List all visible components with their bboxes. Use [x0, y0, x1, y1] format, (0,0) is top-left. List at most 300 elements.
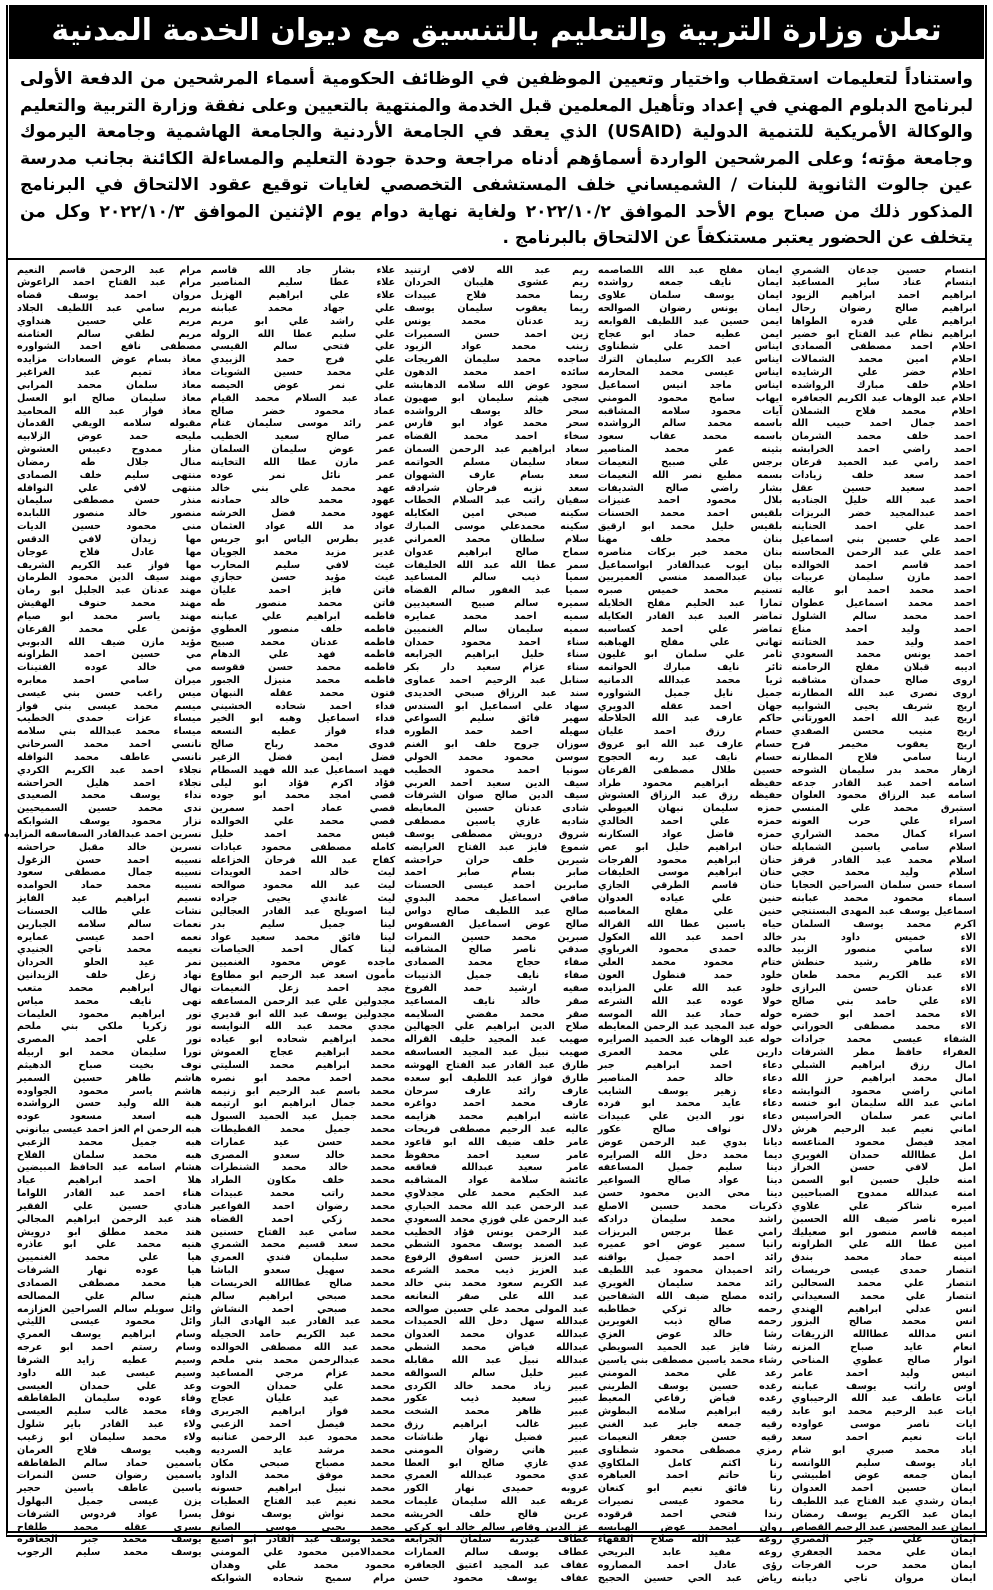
name-row: ايمان عبد المحسن عبد الرحيم القصاص — [791, 1521, 976, 1533]
name-row: سميا ذيب سالم المساعيد — [404, 572, 589, 584]
name-row: عبد الصمد يوسف محمود الشطي — [404, 1239, 589, 1251]
name-row: سميره سالم صبيح السعيديين — [404, 598, 589, 610]
name-row: اسماعيل يوسف عبد المهدى البستنجي — [791, 905, 976, 917]
name-row: نور ابراهيم محمود العليمات — [17, 1008, 202, 1020]
name-row: ابراهيم صالح رضوان رحال — [791, 302, 976, 314]
name-row: اروى صالح حمدان مشاقبه — [791, 675, 976, 686]
name-row: غدير مزيد محمد الجويان — [210, 546, 396, 558]
name-row: عبير ظاهر محمد الشخت — [404, 1406, 589, 1418]
name-row: عماد محمود خضر صالح — [210, 405, 396, 417]
name-row: سمر عطا الله عبد الله الخليفات — [404, 559, 589, 571]
name-row: فاطمه ابراهيم علي عبابنه — [210, 610, 396, 622]
name-row: اماني عبد الله سليمان ابو خنسه — [791, 1098, 976, 1110]
name-row: ايهاب سامح محمود المومني — [597, 392, 783, 404]
name-row: ذكريات محمد حسين الاصلع — [597, 1200, 783, 1212]
name-row: علي سليم عطا الله الروله — [210, 328, 396, 340]
name-row: حفيظه ابراهيم محمود طراد — [597, 777, 783, 789]
name-row: عبد المولى محمد علي حسين صوالحه — [404, 1303, 589, 1315]
name-row: نهى نايف محمد مياس — [17, 995, 202, 1007]
name-row: هنادي حسين علي الفقير — [17, 1200, 202, 1212]
names-columns — [3, 260, 985, 1590]
name-row: اديبه قبلان مفلح الرحامنه — [791, 662, 976, 674]
name-row: اريج منيب محسن الصفدي — [791, 726, 976, 738]
name-row: زين احمد حسن السميرات — [404, 328, 589, 340]
name-row: اميمه قاسم منصور ابو صعيليك — [791, 1226, 976, 1238]
name-row: اسلام وليد محمد حجي — [791, 867, 976, 879]
name-row: اسراء علي حرب العونه — [791, 816, 976, 828]
name-row: رشا خالد عوض العزي — [597, 1329, 783, 1341]
name-row: صقر محمد مفضي السلايمه — [404, 1008, 589, 1020]
name-row: سعد بسام عارف الشهوان — [404, 469, 589, 481]
name-row: احمد علي احمد الحناينه — [791, 521, 976, 533]
name-row: صفاء نايف جميل الذنيبات — [404, 970, 589, 982]
name-row: الاء عدنان حسن البرازى — [791, 982, 976, 994]
name-row: سناء خليل ابراهيم الجرابعه — [404, 649, 589, 661]
name-row: ليث عبد الله محمود صوالحه — [210, 880, 396, 892]
name-row: نورا سليمان محمد ابو اربيله — [17, 1047, 202, 1059]
name-row: ليث غاندي يحيى جراده — [210, 893, 396, 905]
name-row: هبه جميل محمد الزعبي — [17, 1136, 202, 1148]
name-row: دعاء عايد محمد ابو فرده — [597, 1098, 783, 1110]
name-row: هاشم طاهر حسين السمير — [17, 1072, 202, 1084]
name-row: اكرم محمد يوسف السلمان — [791, 918, 976, 930]
name-row: اسماء حسن سلمان السراحين الحجايا — [791, 880, 976, 892]
name-row: محمد زكي احمد القضاه — [210, 1213, 396, 1225]
name-row: قيس محمد احمد خليل — [210, 828, 396, 840]
name-row: شيرين خلف حران حراحشه — [404, 854, 589, 866]
name-row: محمد عبدالرحمن محمد بني ملحم — [210, 1354, 396, 1366]
name-row: ريم عشوى هليبان الحردان — [404, 277, 589, 289]
name-row: مقبوله سلامه الويفي القدمان — [17, 418, 202, 430]
name-row: هاشم ياسر محمود الجواوده — [17, 1085, 202, 1097]
name-row: قصي محمد علي الخوالده — [210, 816, 396, 828]
name-row: منتهى سليم خلف الصمادى — [17, 469, 202, 481]
name-row: بسمه مطيع نصر الله النعيمات — [597, 469, 783, 481]
intro-paragraph: واستناداً لتعليمات استقطاب واختيار وتعيين الموظفين في الوظائف الحكومية أسماء المرشحين من الدفعة الأولى لبرنامج الدبلوم المهني في إعداد وتأهيل المعلمين قبل الخدمة والمنتهية بالتعيين وعلى نفقة وزارة التربية والتعليم والوكالة الأمريكية للتنمية الدولية (USAID) الذي يعقد في الجامعة الأردنية والجامعة الهاشمية وجامعة اليرموك وجامعة مؤته؛ وعلى المرشحين الواردة أسماؤهم أدناه مراجعة وحدة جودة التعليم والمساءلة الكائنة بجانب مدرسة عين جالوت الثانوية للبنات / الشميساني خلف المستشفى التخصصي لغايات توقيع عقود الالتحاق في البرنامج المذكور ذلك من صباح يوم الأحد الموافق ٢٠٢٢/١٠/٢ ولغاية نهاية دوام يوم الإثنين الموافق ٢٠٢٢/١٠/٣ وكل من يتخلف عن الحضور يعتبر مستنكفاً عن الالتحاق بالبرنامج . — [20, 69, 974, 248]
name-row: محمد نواش يوسف نوفل — [210, 1508, 396, 1520]
name-row: عز الدين وقاص سالم خالد ابو كركي — [404, 1521, 589, 1533]
name-row: هبة الله وليد حسن الرواشده — [17, 1098, 202, 1110]
name-row: وائل سويلم سالم السراحين العزازمه — [17, 1303, 202, 1315]
name-row: صهيب نبيل عبد المجيد العساسفه — [404, 1047, 589, 1059]
name-row: انوار صالح عطوي المناحي — [791, 1354, 976, 1366]
name-row: شادى عدنان حسين المعايطه — [404, 803, 589, 815]
name-row: عبير فضيل نهار طناشات — [404, 1431, 589, 1443]
name-row: محمود محمد علي وهدان — [210, 1560, 396, 1572]
name-row: عماد عبد السلام محمد القيام — [210, 392, 396, 404]
name-row: اسلام سامي ياسين الشمايله — [791, 841, 976, 853]
name-row: حنان ابراهيم موسى الخليفات — [597, 867, 783, 879]
name-row: علي جهاد محمد عبابنه — [210, 302, 396, 314]
name-row: فاطمه خلف منصور العطوي — [210, 623, 396, 635]
name-row: وسيم عطيه زايد الشرفا — [17, 1354, 202, 1366]
name-row: رقيه حسن جعفر النعيمات — [597, 1431, 783, 1443]
name-row: نانسي عاطف محمد النوافله — [17, 751, 202, 763]
name-row: انتصار علي محمد السحالين — [791, 1277, 976, 1289]
name-row: نهال ابراهيم محمد متعب — [17, 982, 202, 994]
name-row: صفاء حجاج محمد الصمادى — [404, 957, 589, 969]
name-row: يسرى عقله محمد طلفاح — [17, 1521, 202, 1533]
name-row: رشاء محمد ياسين مصطفى بني ياسين — [597, 1354, 783, 1366]
name-row: انس محمد صالح البزور — [791, 1316, 976, 1328]
name-row: رانيا سمير عوض اخو عميره — [597, 1239, 783, 1251]
name-row: بنان محمد خلف مهنا — [597, 533, 783, 545]
name-row: عبد الله على صقر النعانعه — [404, 1290, 589, 1302]
name-row: عرين فالح خلف الخريشه — [404, 1508, 589, 1520]
name-row: نسرين احمد عبدالقادر السفاسفه المزايده — [3, 828, 202, 840]
name-row: يزن عيسى جميل البهلول — [17, 1496, 202, 1507]
name-row: ديانا بدوي عبد الرحمن عوض — [597, 1136, 783, 1148]
name-row: قصي امجد محمد ابو جوده — [210, 790, 396, 802]
name-row: مها فواز عبد الكريم الشريف — [17, 559, 202, 571]
name-row: حسام رزق احمد عليان — [597, 726, 783, 738]
name-row: محمد خالد سعدو المصرى — [210, 1149, 396, 1161]
name-row: محمد محمود عبد الرحمن عنانبه — [210, 1431, 396, 1443]
name-row: امنه خليل حسين ابو السمن — [791, 1175, 976, 1187]
name-row: معاذ تميم عبد الغراغير — [17, 367, 202, 379]
name-row: هشام اسامه عبد الحافظ المبيضين — [17, 1162, 202, 1174]
name-row: مروان احمد يوسف قضاه — [17, 290, 202, 302]
name-row: احمد رامي عبد الحميد قرعان — [791, 456, 976, 468]
name-row: عروبه حميدى نهار الكور — [404, 1483, 589, 1495]
name-row: ياسين عاطف ياسين حجير — [17, 1483, 202, 1495]
name-row: محمد سامي عبد الفتاح حسنين — [210, 1226, 396, 1238]
name-row: لينا جميل سليم بدر — [210, 918, 396, 930]
name-row: حفيظه رزق عبد الرزاق العشوش — [597, 790, 783, 802]
name-row: مها عادل فلاح عوجان — [17, 546, 202, 558]
name-row: ميساء محمد عبدالله بني سلامه — [17, 726, 202, 738]
name-row: ابتسام عناد ساير المساعيد — [791, 277, 976, 289]
name-row: مجد احمد زعل النعيمات — [210, 982, 396, 994]
name-row: طارق عبد القادر عبد الفتاح الهوشه — [404, 1059, 589, 1071]
name-row: اماني نعيم عبد الرحيم هرش — [791, 1123, 976, 1135]
name-row: ايات عاطف عبد الله الرحيباوي — [791, 1393, 976, 1405]
name-row: صبرين محمد حسين النمرات — [404, 931, 589, 943]
name-row: فاتن محمد منصور طه — [210, 598, 396, 610]
name-row: ختام محمود محمد العلي — [597, 957, 783, 969]
name-row: عريفه عبد الله سليمان عليمات — [404, 1496, 589, 1507]
name-row: بشار راضي صالح الشديفات — [597, 482, 783, 494]
name-row: احمد وليد احمد مناع — [791, 623, 976, 635]
name-row: فاطمه فهد علي الدهام — [210, 649, 396, 661]
name-row: عبد الرحمن يونس فؤاد الخطيب — [404, 1226, 589, 1238]
name-row: دينا عواد صالح السواعير — [597, 1175, 783, 1187]
name-row: احلام خلف مبارك الرواشده — [791, 379, 976, 391]
name-row: علي راشد علي ابو مريم — [210, 315, 396, 327]
name-row: احمد محمد اسماعيل عطوان — [791, 598, 976, 610]
name-row: عبد الحكيم محمد علي مجدلاوي — [404, 1188, 589, 1200]
name-row: ازهار محمد بدر سليمان الشوحه — [791, 764, 976, 776]
name-row: هبه محمد سلمان الفلاح — [17, 1149, 202, 1161]
name-row: خلود عبد الله علي المزايده — [597, 982, 783, 994]
name-row: نعيمه محمد ناجي الجنيدي — [17, 944, 202, 956]
name-row: اياد محمد صبري ابو شام — [791, 1444, 976, 1456]
name-row: ايمان يونس رضوان الصوالحه — [597, 302, 783, 314]
name-row: هيا عوده نهار الشرفات — [17, 1265, 202, 1277]
name-row: اسلام محمد عبد القادر قرقز — [791, 854, 976, 866]
name-row: نور زكريا ملكي بني ملحم — [17, 1021, 202, 1033]
name-row: عدي غازي صالح ابو العطا — [404, 1457, 589, 1469]
name-row: مي حسين احمد الطراونه — [17, 649, 202, 661]
name-row: معاذ سلمان محمد المرابي — [17, 379, 202, 391]
name-row: محمد ابراهيم شحاده ابو عياده — [210, 1034, 396, 1046]
name-row: محمد عزام مرجي المساعيد — [210, 1367, 396, 1379]
name-row: مليحه حمد عوض الزلابيه — [17, 431, 202, 443]
name-row: انس مدالله عطاالله الزريقات — [791, 1329, 976, 1341]
name-row: مجدولين علي عبد الرحمن المساعفه — [210, 995, 396, 1007]
name-row: حمزه علي احمد الخالدي — [597, 816, 783, 828]
name-row: انس عدلي ابراهيم الهندي — [791, 1303, 976, 1315]
name-row: ايمان علي جبر المصري — [791, 1534, 976, 1546]
name-row: حنان قاسم الطرقي الجازي — [597, 880, 783, 892]
name-row: فضل ايمن فضل الزغير — [210, 751, 396, 763]
name-row: ايمان محمد حرب الفرجات — [791, 1560, 976, 1572]
name-row: فهيد اسماعيل عبد الله فهيد السطام — [210, 764, 396, 776]
name-row: ميسم محمد عيسى بني فواز — [17, 700, 202, 712]
name-row: بلقيس احمد محمد الحسنات — [597, 508, 783, 520]
name-row: ياسمين رضوان حسن النمرات — [17, 1470, 202, 1482]
name-row: سكينه صبحي امين العكايله — [404, 508, 589, 520]
name-row: مجدي محمد عبد الله النوايسه — [210, 1021, 396, 1033]
name-row: عهد محمد علي بني خالد — [210, 482, 396, 494]
name-row: صفيه ارشيد حمد الفروخ — [404, 982, 589, 994]
name-row: رشا فايز عبد الحميد السويطي — [597, 1342, 783, 1354]
name-row: ايناس عبد الكريم سليمان الترك — [597, 354, 783, 366]
name-row: هيا محمد مصطفى الصمادى — [17, 1277, 202, 1289]
name-row: سفيان راتب عبد السلام الخطاب — [404, 495, 589, 507]
name-row: ثريا محمد عبدالله الدمانيه — [597, 675, 783, 686]
name-row: لينا كمال احمد الحياصات — [210, 944, 396, 956]
name-row: امنه عبدالله ممدوح الصباحيين — [791, 1188, 976, 1200]
name-row: حمزه فاضل عواد السكارنه — [597, 828, 783, 840]
name-row: رائد احمد جميل بواقنه — [597, 1252, 783, 1264]
name-row: ابراهيم نظام عبد الفتاح ابو خضير — [791, 328, 976, 340]
name-row: محمد ابراهيم عجاج العموش — [210, 1047, 396, 1059]
name-row: يسرا عواد فردوس الشرفات — [17, 1508, 202, 1520]
name-row: دعاء زهير يوسف الشايب — [597, 1085, 783, 1097]
name-row: روعه عبد الله صلاح الفقهاء — [597, 1534, 783, 1546]
name-row: غدير بطرس الياس ابو جريس — [210, 533, 396, 545]
name-row: احمد جمال احمد حبيب الله — [791, 418, 976, 430]
name-row: انعام عايد صباح المزنه — [791, 1342, 976, 1354]
name-row: خوله حماد عبد الله الموسه — [597, 1008, 783, 1020]
name-row: عامر سعيد عبدالله قعاقعه — [404, 1162, 589, 1174]
name-row: احمد عبدالمجيد خضر البريزات — [791, 508, 976, 520]
name-row: سعاد ابراهيم عبد الرحمن السمان — [404, 444, 589, 456]
name-row: احمد وليد حمد الختاتنه — [791, 636, 976, 648]
name-row: حسام عارف عبد الله ابو عروق — [597, 739, 783, 751]
name-row: سيف الدين صالح صوان الشرفات — [404, 790, 589, 802]
name-row: بلقيس خليل محمد ابو ارقيق — [597, 521, 783, 533]
name-row: عمر رائد موسى سليمان غنام — [210, 418, 396, 430]
name-row: فداء احمد شحاده الخشيني — [210, 700, 396, 712]
name-row: اروى نصرى عبد الله المطارنه — [791, 687, 976, 699]
name-row: عمر عوض سليمان السلمان — [210, 444, 396, 456]
name-row: محمد باسم عبد الرحيم ابو زنيمه — [210, 1085, 396, 1097]
name-row: منال جلال طه رمضان — [17, 456, 202, 468]
name-row: منى محمود حسين الديات — [17, 521, 202, 533]
name-row: مرام سميح شحاده الشوابكه — [210, 1572, 396, 1584]
name-row: مهند ياسر محمد ابو صيام — [17, 610, 202, 622]
name-row: باسمه محمد سالم الرواشده — [597, 418, 783, 430]
name-row: رياض عبد الحي حسين الحجيج — [597, 1572, 783, 1584]
name-row: رائده مصلح ضيف الله الشقاحين — [597, 1290, 783, 1302]
name-row: قصي عماد احمد سمرين — [210, 803, 396, 815]
name-row: ايناس احمد علي شطناوى — [597, 341, 783, 353]
name-row: ايات ناصر موسى عواوده — [791, 1419, 976, 1431]
name-row: خولا عوده عبد الله الشرعه — [597, 995, 783, 1007]
name-row: روان امحمد عوض الهيايسه — [597, 1521, 783, 1533]
name-row: عبد الرحمن علي فوزي محمد السعودي — [404, 1213, 589, 1225]
name-row: ماجده عوض محمود الغنميين — [210, 957, 396, 969]
name-row: مهند سيف الدين محمود الطرمان — [17, 572, 202, 584]
name-row: احمد علي عبد الرحمن المحاسنه — [791, 546, 976, 558]
name-row: وفاء عوده سليمان الطقاطقه — [17, 1393, 202, 1405]
name-row: دلال نواف صالح عكور — [597, 1123, 783, 1135]
name-row: محمد نبيل ابراهيم حسونه — [210, 1483, 396, 1495]
name-row: رائد احميدان محمود عبد اللطيف — [597, 1265, 783, 1277]
name-row: محمد يوسف عبد القادر ابو اصبع — [210, 1534, 396, 1546]
name-row: هيا علي محمد الغنميين — [17, 1252, 202, 1264]
name-row: الاء محمد مصطفى الحوراني — [791, 1021, 976, 1033]
name-row: محمد خلف مكاون الطراد — [210, 1175, 396, 1187]
name-row: اياد يوسف سليم اللوانسه — [791, 1457, 976, 1469]
name-row: ثامر علي سلمان ابو غليون — [597, 649, 783, 661]
name-row: بنان محمد خير بركات مناصره — [597, 546, 783, 558]
name-row: عارف محمد احمد دواغره — [404, 1098, 589, 1110]
name-row: سونيا احمد محمود الخطيب — [404, 764, 589, 776]
name-row: سميه احمد محمد عمايره — [404, 610, 589, 622]
name-row: ميران سامي احمد معابره — [17, 675, 202, 686]
name-row: بثينه عمر محمد المناصير — [597, 444, 783, 456]
name-row: مهند محمد حنوف الهقيش — [17, 598, 202, 610]
name-row: ايمان نايف جمعه رواشده — [597, 277, 783, 289]
name-row: عبد العزيز ذيب محمد الشرعه — [404, 1265, 589, 1277]
name-row: اميره شاكر علي علاوي — [791, 1200, 976, 1212]
name-row: غيث لافي سليم المحارب — [210, 559, 396, 571]
name-row: احمد سعد خلف زيادات — [791, 469, 976, 481]
name-column — [3, 264, 202, 1586]
name-column — [598, 265, 783, 1586]
name-row: احمد خلف محمد الشرمان — [791, 431, 976, 443]
name-row: معاذ سليمان صالح ابو العسل — [17, 392, 202, 404]
name-row: هبه اسعد مسعود عوده — [17, 1111, 202, 1123]
name-row: حسين طلال مصطفى القرعان — [597, 764, 783, 776]
name-row: عامر سعيد احمد محفوظ — [404, 1149, 589, 1161]
name-row: امينه حماد محمد بندق — [791, 1252, 976, 1264]
name-row: نهاد زعل خلف الزيدانين — [17, 970, 202, 982]
name-row: عبير غالب ابراهيم رزق — [404, 1419, 589, 1431]
name-row: رحمه خالد تركي خطاطبه — [597, 1303, 783, 1315]
name-row: شموع فايز عبد الفتاح العرايضه — [404, 841, 589, 853]
name-row: عبد الرحمن عبد الله محمد الحياري — [404, 1200, 589, 1212]
name-row: حنان ابراهيم محمود الفرجات — [597, 854, 783, 866]
name-row: عبير زياد محمد خالد الكردى — [404, 1380, 589, 1392]
name-row: مريم علي حسين هنداوي — [17, 315, 202, 327]
name-row: نسيبه محمد حماد الحوامده — [17, 880, 202, 892]
name-row: تهاني علي مفلح الهباهبه — [597, 636, 783, 648]
name-row: احلام محمد فلاح الشملان — [791, 405, 976, 417]
name-row: رنا فائق نعيم ابو كنعان — [597, 1483, 783, 1495]
name-row: منصور خالد منصور اللبابده — [17, 508, 202, 520]
name-row: سائده احمد محمد الدهون — [404, 367, 589, 379]
name-row: احمد عبد الله خليل الجناديه — [791, 495, 976, 507]
name-row: محمد جمال ابراهيم ابو ارتيمه — [210, 1098, 396, 1110]
name-row: سحر خالد يوسف الرواشده — [404, 405, 589, 417]
name-row: آيات محمود سلامه المشاقبه — [597, 405, 783, 417]
name-row: ايات نعيم احمد سعد — [791, 1431, 976, 1443]
name-row: ابراهيم احمد ابراهيم الزيود — [791, 290, 976, 302]
name-row: امال رزق ابراهيم الشبلي — [791, 1059, 976, 1071]
name-row: ميس راغب حسن بني عيسى — [17, 687, 202, 699]
name-row: محمد عيد عليان عجاج — [210, 1393, 396, 1405]
name-row: مها زيدان لافي الدقس — [17, 533, 202, 545]
name-row: علي فرج حمد الزبيدي — [210, 354, 396, 366]
name-row: محمد يحيى موسى الصانع — [210, 1521, 396, 1533]
name-row: نجلاء احمد عبد الكريم الكردي — [17, 764, 202, 776]
name-row: عمر صالح سعيد الخطيب — [210, 431, 396, 443]
name-row: عبدالله سهل دخل الله الحميدات — [404, 1316, 589, 1328]
name-row: احمد قاسم احمد الخوالده — [791, 559, 976, 571]
name-row: دينا محي الدين محمود حسن — [597, 1188, 783, 1200]
name-row: محمد فيصل احمد الزعبي — [210, 1419, 396, 1431]
name-row: ايمن عطيه حماد ابو عجاج — [597, 328, 783, 340]
name-row: خالد احمد عبد الله العكول — [597, 931, 783, 943]
name-row: عبدالله فياض محمد الشطي — [404, 1342, 589, 1354]
name-row: تمارا عبد الحليم مفلح الخلايله — [597, 598, 783, 610]
name-column — [404, 265, 589, 1586]
name-row: ديما محمد دخل الله الصرايره — [597, 1149, 783, 1161]
name-row: هبه الرحمن ام العز احمد عيسى بيانوني — [15, 1123, 202, 1135]
name-row: اسماء محمود محمد عبابنه — [791, 893, 976, 905]
name-row: عبد الكريم سعود محمد بني خالد — [404, 1277, 589, 1289]
name-row: مريم لطفي سالم العثامنه — [17, 328, 202, 340]
name-row: محمد صبحي ابراهيم سالم — [210, 1290, 396, 1302]
name-row: سلام سلطان محمد العمراني — [404, 533, 589, 545]
name-row: حنين علي مفلح المغاصبه — [597, 905, 783, 917]
name-row: محمد مرشد عايد السرديه — [210, 1444, 396, 1456]
name-row: كامله مصطفى محمود عيادات — [210, 841, 396, 853]
name-row: منذر حسن مصطفى سليمان — [17, 495, 202, 507]
name-row: عطاف يوسف سالم العمارات — [404, 1547, 589, 1559]
name-row: رقيه ابراهيم سلامه البطوش — [597, 1406, 783, 1418]
name-row: ايات عبد الرحيم محمد ابو عابد — [791, 1406, 976, 1418]
name-row: محمد عبد القادر عبد الهادى الباز — [210, 1316, 396, 1328]
name-row: محمد راتب محمد عبيدات — [210, 1188, 396, 1200]
name-row: دعاء احمد ابراهيم جبر — [597, 1059, 783, 1071]
name-row: احمد يونس محمد السعودي — [791, 649, 976, 661]
name-row: سوزان جروح خلف ابو الغنم — [404, 739, 589, 751]
name-row: سحر محمد عواد ابو فارس — [404, 418, 589, 430]
name-row: يوسف محمد سليم الرجوب — [17, 1547, 202, 1559]
name-row: منار ممدوح دعيبس العشوش — [17, 444, 202, 456]
name-row: مصطفى نافع احمد الشواوره — [17, 341, 202, 353]
name-row: صالح عوض اسماعيل الفسفوس — [404, 918, 589, 930]
name-row: باسمه محمد عقاب سعود — [597, 431, 783, 443]
name-row: نعمه احمد عيسى عمايره — [17, 931, 202, 943]
name-row: محمد عبد الله مصطفى الخوالده — [210, 1342, 396, 1354]
name-row: هند عبد الرحمن ابراهيم المجالي — [17, 1213, 202, 1225]
name-row: سيف الدين سعيد احمد العربي — [404, 777, 589, 789]
name-row: سعد نزيه فرحان شرادقه — [404, 482, 589, 494]
name-row: ايناس عيسى محمد المحارمه — [597, 367, 783, 379]
name-row: محمد حسن عيد عمارات — [210, 1136, 396, 1148]
name-row: وسيم عيسى عبد الله داود — [17, 1367, 202, 1379]
name-row: فاطمه عدنان محمد صبيح — [210, 636, 396, 648]
name-row: علي محمد حسين الشويات — [210, 367, 396, 379]
name-row: سهاد علي اسماعيل ابو السندس — [404, 700, 589, 712]
name-row: هيثم سالم علي المصالحه — [17, 1290, 202, 1302]
